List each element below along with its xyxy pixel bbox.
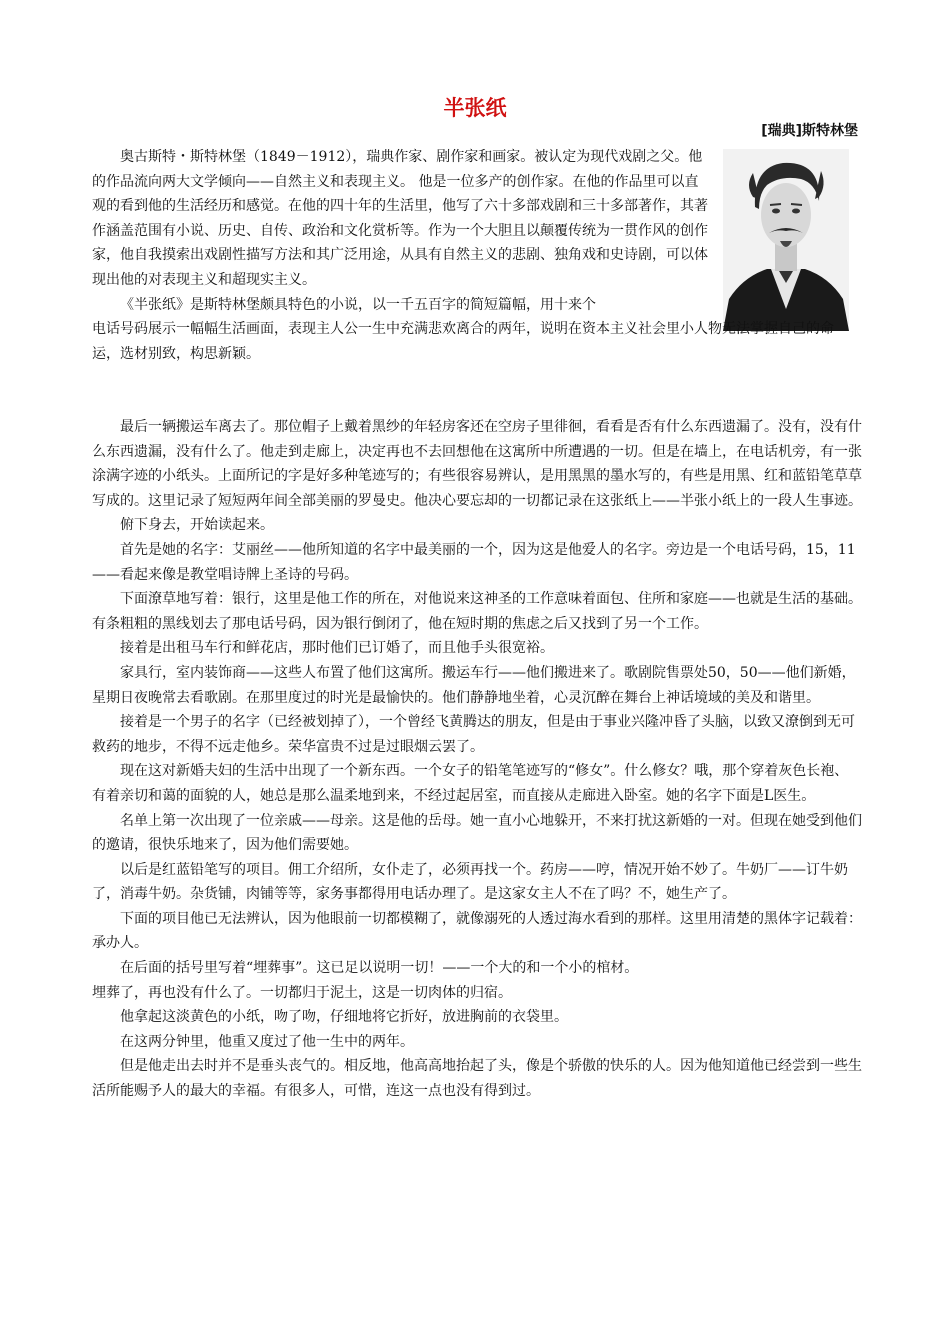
- story-paragraph: 以后是红蓝铅笔写的项目。佣工介绍所，女仆走了，必须再找一个。药房——哼，情况开始不妙了。牛奶厂——订牛奶了，消毒牛奶。杂货铺，肉铺等等，家务事都得用电话办理了。是这家女主人不在了吗？不，她生产了。: [92, 861, 848, 903]
- story-paragraph: 现在这对新婚夫妇的生活中出现了一个新东西。一个女子的铅笔笔迹写的“修女”。什么修女？哦，那个穿着灰色长袍、有着亲切和蔼的面貌的人，她总是那么温柔地到来，不经过起居室，而直接从走廊进入卧室。她的名字下面是L医生。: [92, 763, 849, 804]
- intro-paragraph: 奥古斯特・斯特林堡（1849－1912），瑞典作家、剧作家和画家。被认定为现代戏剧之父。他的作品流向两大文学倾向——自然主义和表现主义。 他是一位多产的创作家。在他的作品里可以直观的看到他的生活经历和感觉。在他的四十年的生活里，他写了六十多部戏剧和三十多部著作，其著作涵盖范围有小说、历史、自传、政治和文化赏析等。作为一个大胆且以颠覆传统为一贯作风的创作家，他自我摸索出戏剧性描写方法和其广泛用途，从具有自然主义的悲剧、独角戏和史诗剧，可以体现出他的对表现主义和超现实主义。: [92, 149, 708, 288]
- story-paragraph: 但是他走出去时并不是垂头丧气的。相反地，他高高地抬起了头，像是个骄傲的快乐的人。因为他知道他已经尝到一些生活所能赐予人的最大的幸福。有很多人，可惜，连这一点也没有得到过。: [92, 1058, 862, 1100]
- story-paragraph: 埋葬了，再也没有什么了。一切都归于泥土，这是一切肉体的归宿。: [92, 984, 512, 1001]
- story-paragraph: 首先是她的名字：艾丽丝——他所知道的名字中最美丽的一个，因为这是他爱人的名字。旁边是一个电话号码，15，11——看起来像是教堂唱诗牌上圣诗的号码。: [92, 541, 856, 583]
- story-paragraph: 下面潦草地写着：银行，这里是他工作的所在，对他说来这神圣的工作意味着面包、住所和家庭——也就是生活的基础。有条粗粗的黑线划去了那电话号码，因为银行倒闭了，他在短时期的焦虑之后又找到了另一个工作。: [92, 591, 862, 632]
- story-paragraph: 接着是一个男子的名字（已经被划掉了），一个曾经飞黄腾达的朋友，但是由于事业兴隆冲昏了头脑，以致又潦倒到无可救药的地步，不得不远走他乡。荣华富贵不过是过眼烟云罢了。: [92, 714, 855, 755]
- story-paragraph: 在后面的括号里写着“埋葬事”。这已足以说明一切！——一个大的和一个小的棺材。: [120, 960, 639, 977]
- story-body: [92, 415, 862, 1104]
- intro-section: [92, 145, 950, 366]
- story-paragraph: 名单上第一次出现了一位亲戚——母亲。这是他的岳母。她一直小心地躲开，不来打扰这新婚的一对。但现在她受到他们的邀请，很快乐地来了，因为他们需要她。: [92, 812, 862, 854]
- article-title: 半张纸: [443, 96, 507, 120]
- intro-paragraph: 《半张纸》是斯特林堡颇具特色的小说，以一千五百字的简短篇幅，用十来个: [120, 296, 596, 313]
- author-line: [瑞典]斯特林堡: [761, 123, 858, 139]
- intro-paragraph: 电话号码展示一幅幅生活画面，表现主人公一生中充满悲欢离合的两年，说明在资本主义社会里小人物无法掌握自己的命运，选材别致，构思新颖。: [92, 321, 834, 362]
- story-paragraph: 在这两分钟里，他重又度过了他一生中的两年。: [120, 1033, 414, 1050]
- story-paragraph: 他拿起这淡黄色的小纸，吻了吻，仔细地将它折好，放进胸前的衣袋里。: [120, 1009, 568, 1026]
- story-paragraph: 家具行，室内装饰商——这些人布置了他们这寓所。搬运车行——他们搬进来了。歌剧院售票处50，50——他们新婚，星期日夜晚常去看歌剧。在那里度过的时光是最愉快的。他们静静地坐着，心灵沉醉在舞台上神话境域的美及和谐里。: [92, 664, 856, 706]
- story-paragraph: 最后一辆搬运车离去了。那位帽子上戴着黑纱的年轻房客还在空房子里徘徊，看看是否有什么东西遗漏了。没有，没有什么东西遗漏，没有什么了。他走到走廊上，决定再也不去回想他在这寓所中所遭遇的一切。但是在墙上，在电话机旁，有一张涂满字迹的小纸头。上面所记的字是好多种笔迹写的；有些很容易辨认，是用黑黑的墨水写的，有些是用黑、红和蓝铅笔草草写成的。这里记录了短短两年间全部美丽的罗曼史。他决心要忘却的一切都记录在这张纸上——半张小纸上的一段人生事迹。: [92, 419, 862, 509]
- story-paragraph: 接着是出租马车行和鲜花店，那时他们已订婚了，而且他手头很宽裕。: [120, 640, 554, 657]
- story-paragraph: 下面的项目他已无法辨认，因为他眼前一切都模糊了，就像溺死的人透过海水看到的那样。这里用清楚的黑体字记载着：承办人。: [92, 910, 862, 952]
- story-paragraph: 俯下身去，开始读起来。: [120, 517, 274, 534]
